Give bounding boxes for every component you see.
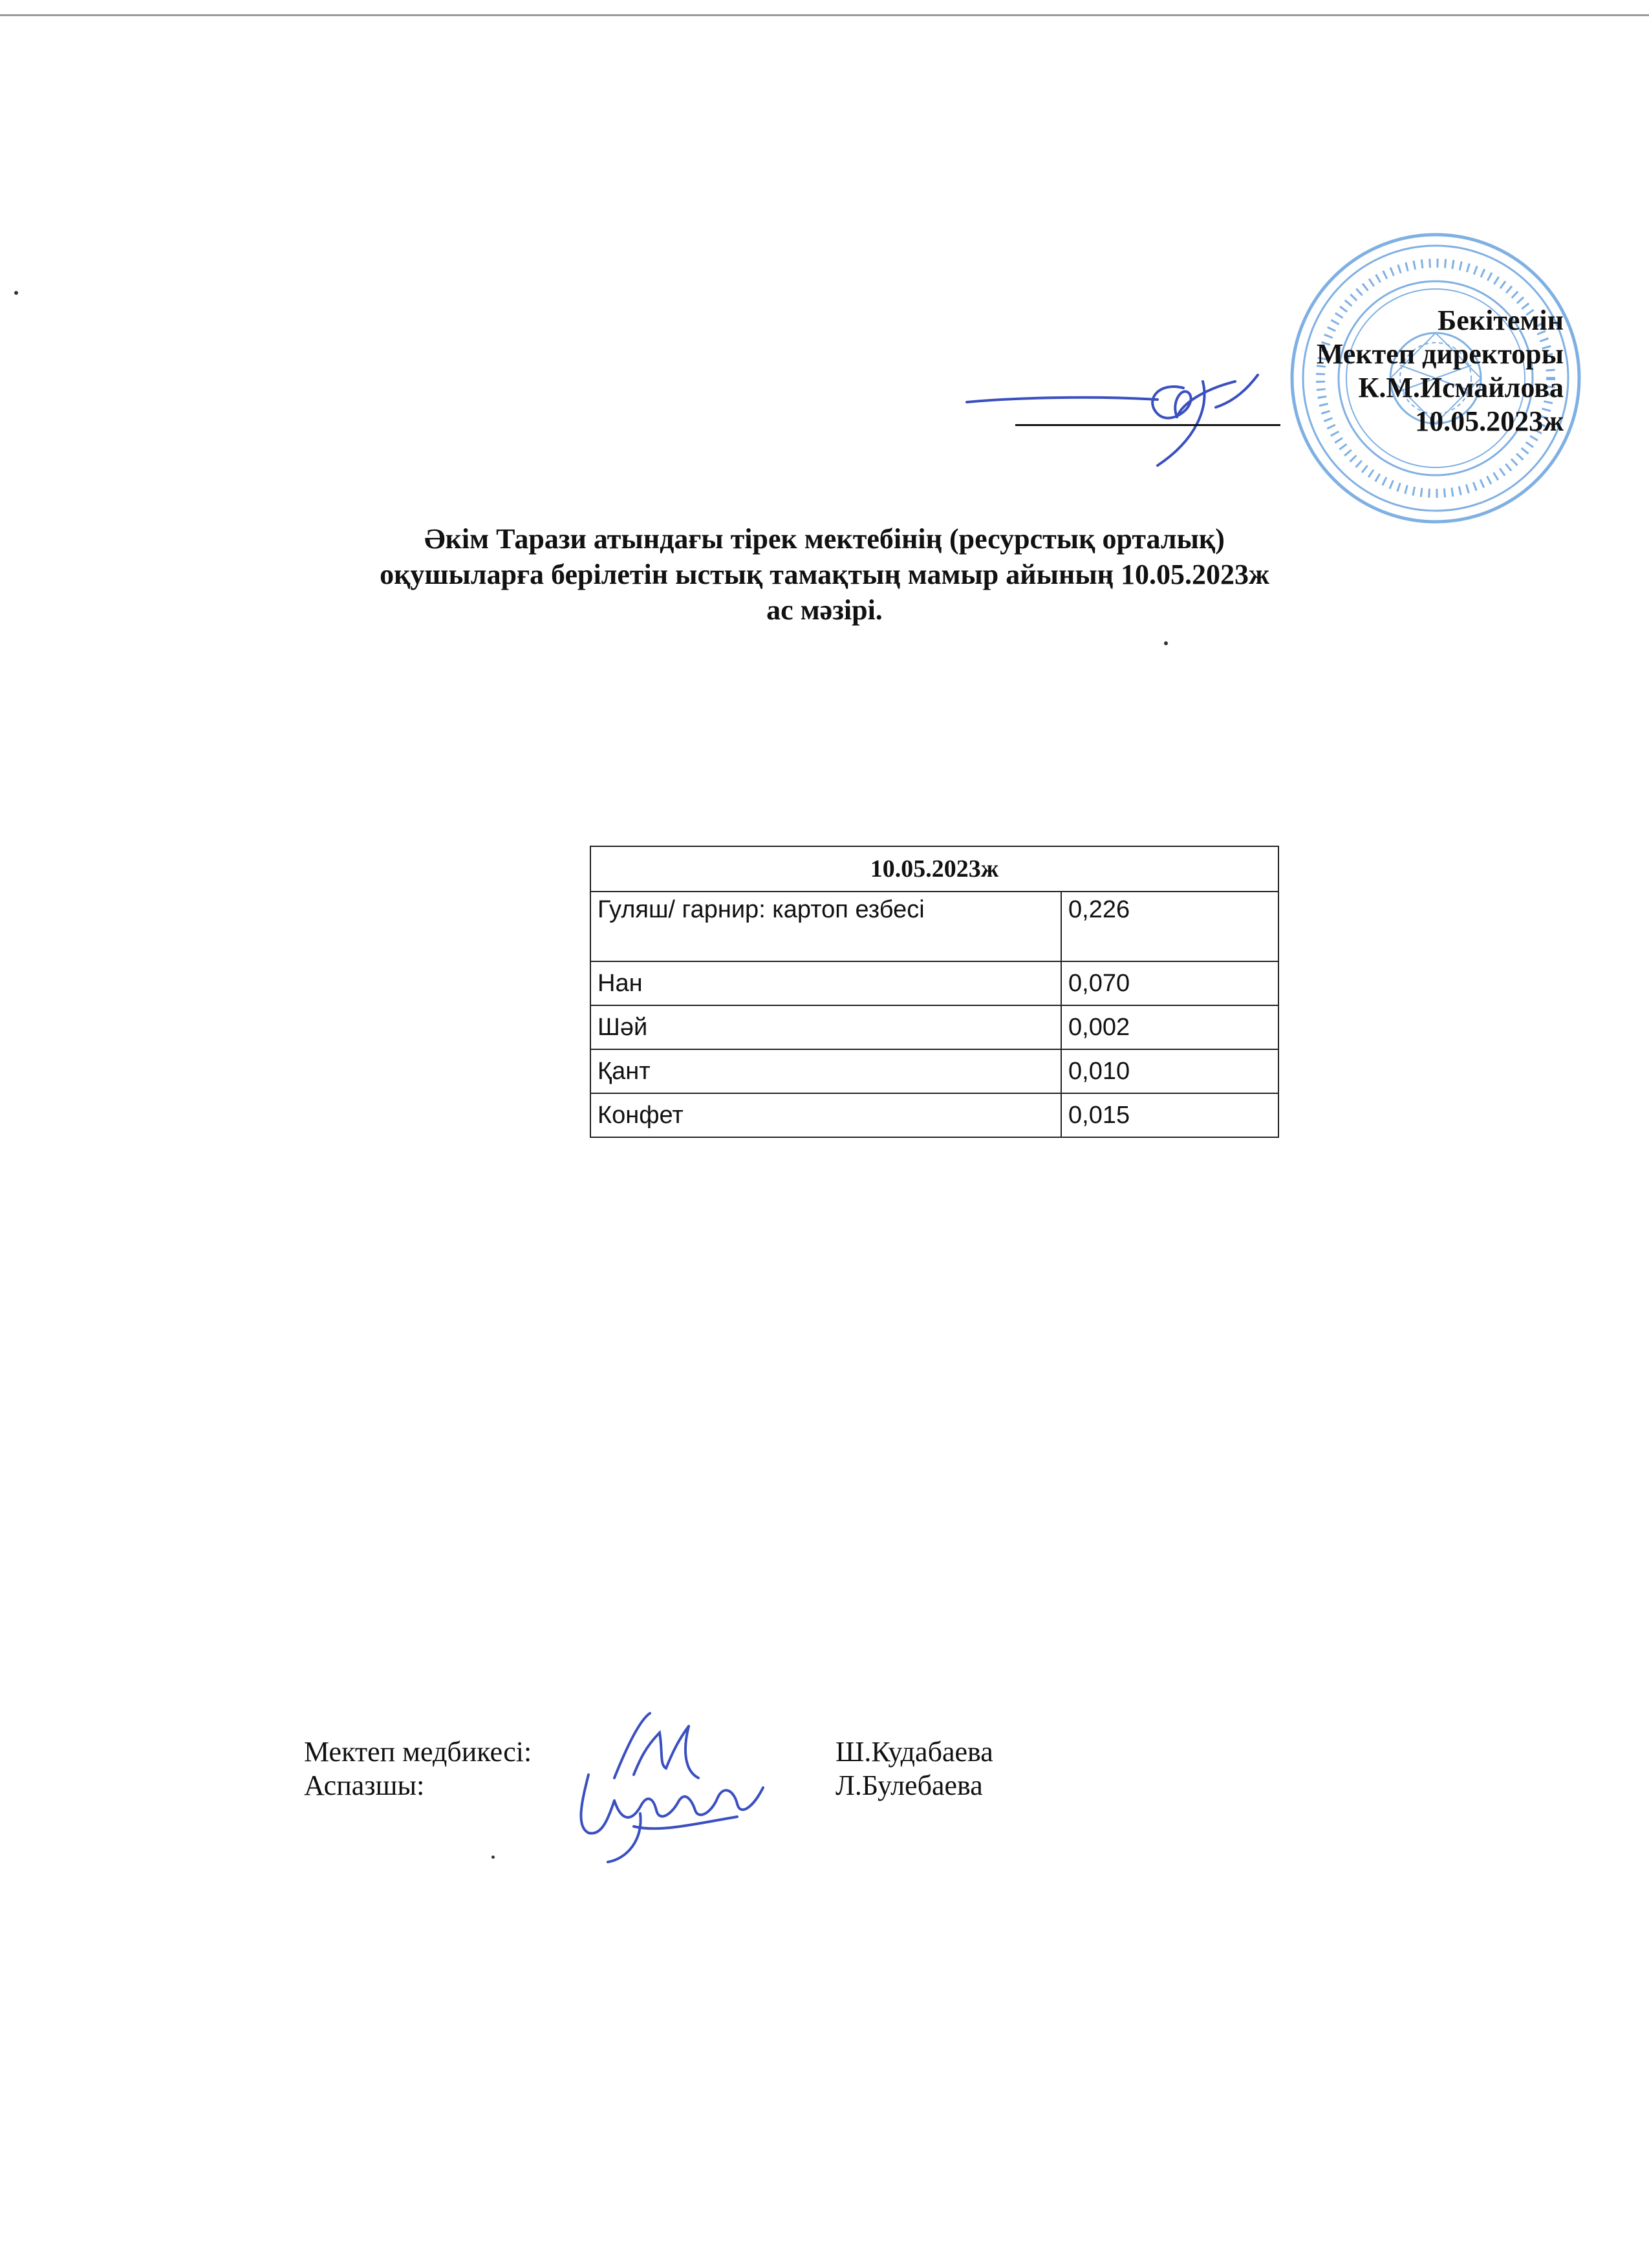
menu-item-value: 0,002 (1061, 1005, 1278, 1049)
menu-item-name: Гуляш/ гарнир: картоп езбесі (590, 892, 1061, 961)
table-row (590, 961, 1278, 1005)
title-line-3: ас мәзірі. (766, 594, 883, 626)
nurse-role: Мектеп медбикесі: (304, 1736, 532, 1768)
scan-speck (491, 1856, 495, 1859)
approval-heading: Бекітемін (1438, 305, 1564, 336)
menu-item-value: 0,015 (1061, 1093, 1278, 1137)
menu-item-name: Нан (590, 961, 1061, 1005)
scan-speck (14, 291, 18, 295)
title-line-1: Әкім Тарази атындағы тірек мектебінің (ресурстық орталық) (424, 523, 1225, 555)
staff-block (304, 1735, 1145, 1803)
approval-block (1086, 304, 1564, 438)
menu-table (590, 846, 1279, 1138)
table-header-row (590, 846, 1278, 892)
menu-item-name: Конфет (590, 1093, 1061, 1137)
menu-item-value: 0,226 (1061, 892, 1278, 961)
director-title: Мектеп директоры (1316, 338, 1564, 370)
approval-date: 10.05.2023ж (1415, 405, 1564, 437)
scan-speck (1164, 641, 1168, 645)
table-row (590, 1049, 1278, 1093)
cook-row (304, 1769, 1145, 1803)
document-title (0, 521, 1649, 628)
menu-item-name: Шәй (590, 1005, 1061, 1049)
scan-top-edge (0, 14, 1649, 16)
title-line-2: оқушыларға берілетін ыстық тамақтың мамыр айының 10.05.2023ж (380, 559, 1269, 590)
table-row (590, 1005, 1278, 1049)
table-date-header: 10.05.2023ж (590, 846, 1278, 892)
nurse-row (304, 1735, 1145, 1769)
cook-role: Аспазшы: (304, 1770, 425, 1801)
cook-name: Л.Булебаева (835, 1770, 983, 1801)
menu-item-value: 0,070 (1061, 961, 1278, 1005)
menu-item-name: Қант (590, 1049, 1061, 1093)
director-name: К.М.Исмайлова (1358, 372, 1564, 403)
nurse-name: Ш.Кудабаева (835, 1736, 993, 1768)
table-row (590, 892, 1278, 961)
table-row (590, 1093, 1278, 1137)
menu-item-value: 0,010 (1061, 1049, 1278, 1093)
